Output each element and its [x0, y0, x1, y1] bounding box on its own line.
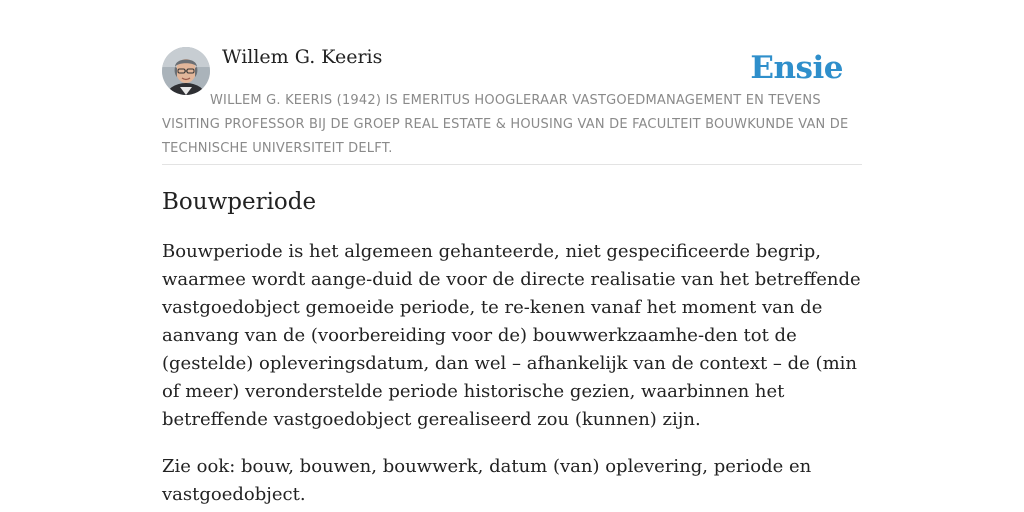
author-bio: WILLEM G. KEERIS (1942) IS EMERITUS HOOGLERAAR VASTGOEDMANAGEMENT EN TEVENS VISITING PROFESSOR BIJ DE GROEP REAL ESTATE & HOUSING VAN DE FACULTEIT BOUWKUNDE VAN DE TECHNISCHE UNIVERSITEIT DELFT.	[162, 93, 849, 156]
entry-see-also: Zie ook: bouw, bouwen, bouwwerk, datum (van) oplevering, periode en vastgoedobject.	[162, 456, 812, 505]
entry-title: Bouwperiode	[162, 189, 317, 215]
author-name[interactable]: Willem G. Keeris	[222, 46, 383, 68]
author-avatar[interactable]	[162, 47, 210, 95]
entry-content	[162, 186, 868, 509]
entry-definition: Bouwperiode is het algemeen gehanteerde, niet gespecificeerde begrip, waarmee wordt aange-duid de voor de directe realisatie van het betreffende vastgoedobject gemoeide periode, te re-kenen vanaf het moment van de aanvang van de (voorbereiding voor de) bouwwerkzaamhe-den tot de (gestelde) opleveringsdatum, dan wel – afhankelijk van de context – de (min of meer) veronderstelde periode historische gezien, waarbinnen het betreffende vastgoedobject gerealiseerd zou (kunnen) zijn.	[162, 241, 861, 430]
author-header	[162, 44, 862, 165]
author-portrait-icon	[162, 47, 210, 95]
brand-logo[interactable]: Ensie	[750, 50, 843, 86]
